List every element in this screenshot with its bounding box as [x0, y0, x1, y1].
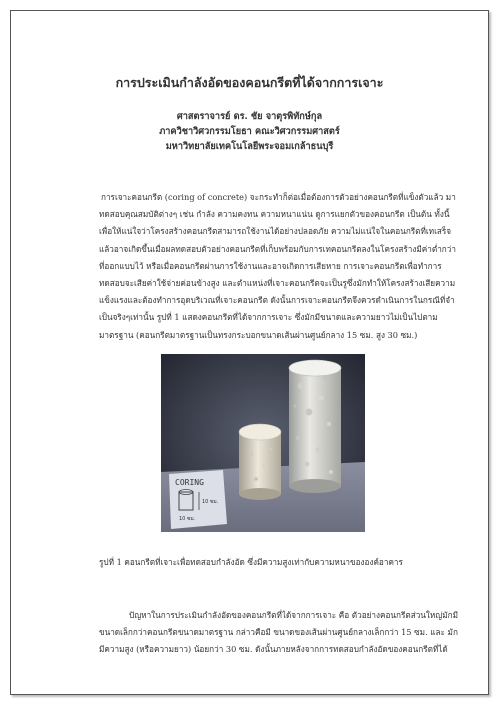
tall-concrete-core — [289, 360, 341, 493]
author-university: มหาวิทยาลัยเทคโนโลยีพระจอมเกล้าธนบุรี — [165, 141, 334, 152]
document-title: การประเมินกำลังอัดของคอนกรีตที่ได้จากการเจาะ — [115, 75, 384, 90]
coring-label-card — [169, 470, 227, 529]
coring-label-title: CORING — [175, 478, 204, 487]
concrete-core-photo — [161, 354, 365, 532]
paragraph-intro: การเจาะคอนกรีต (coring of concrete) จะกระทำก็ต่อเมื่อต้องการตัวอย่างคอนกรีตที่แข็งตัวแล้ว มาทดสอบคุณสมบัติต่างๆ เช่น กำลัง ความคงทน ความหนาแน่น ดูการแยกตัวของคอนกรีต เป็นต้น ทั้งนี้เพื่อให้แน่ใจว่าโครงสร้างคอนกรีตสามารถใช้งานได้อย่างปลอดภัย ความไม่แน่ใจในคอนกรีตที่เทเสร็จแล้วอาจเกิดขึ้นเมื่อผลทดสอบตัวอย่างคอนกรีตที่เก็บพร้อมกับการเทคอนกรีตลงในโครงสร้างมีค่าต่ำกว่าที่ออกแบบไว้ หรือเมื่อคอนกรีตผ่านการใช้งานและอาจเกิดการเสียหาย การเจาะคอนกรีตเพื่อทำการทดสอบจะเสียค่าใช้จ่ายค่อนข้างสูง และตำแหน่งที่เจาะคอนกรีตจะเป็นรูซึ่งมักทำให้โครงสร้างเสียความแข็งแรงและต้องทำการอุดบริเวณที่เจาะคอนกรีต ดังนั้นการเจาะคอนกรีตจึงควรดำเนินการในกรณีที่จำเป็นจริงๆเท่านั้น รูปที่ 1 แสดงคอนกรีตที่ได้จากการเจาะ ซึ่งมักมีขนาดและความยาวไม่เป็นไปตามมาตรฐาน (คอนกรีตมาตรฐานเป็นทรงกระบอกขนาดเส้นผ่านศูนย์กลาง 15 ซม. สูง 30 ซม.) — [99, 192, 456, 340]
short-concrete-core — [239, 424, 281, 500]
author-department: ภาควิชาวิศวกรรมโยธา คณะวิศวกรรมศาสตร์ — [159, 126, 340, 137]
author-name: ศาสตราจารย์ ดร. ชัย จาตุรพิทักษ์กุล — [176, 111, 323, 122]
coring-label-height: 10 ซม. — [202, 499, 219, 505]
figure-caption: รูปที่ 1 คอนกรีตที่เจาะเพื่อทดสอบกำลังอัด ซึ่งมีความสูงเท่ากับความหนาขององค์อาคาร — [99, 557, 403, 567]
document-page — [10, 10, 489, 695]
paragraph-problem: ปัญหาในการประเมินกำลังอัดของคอนกรีตที่ได้จากการเจาะ คือ ตัวอย่างคอนกรีตส่วนใหญ่มักมีขนาดเล็กกว่าคอนกรีตขนาดมาตรฐาน กล่าวคือมี ขนาดของเส้นผ่านศูนย์กลางเล็กกว่า 15 ซม. และ มักมีความสูง (หรือความยาว) น้อยกว่า 30 ซม. ดังนั้นภายหลังจากการทดสอบกำลังอัดของคอนกรีตที่ได้ — [99, 610, 459, 655]
coring-label-diameter: 10 ซม. — [179, 516, 196, 522]
